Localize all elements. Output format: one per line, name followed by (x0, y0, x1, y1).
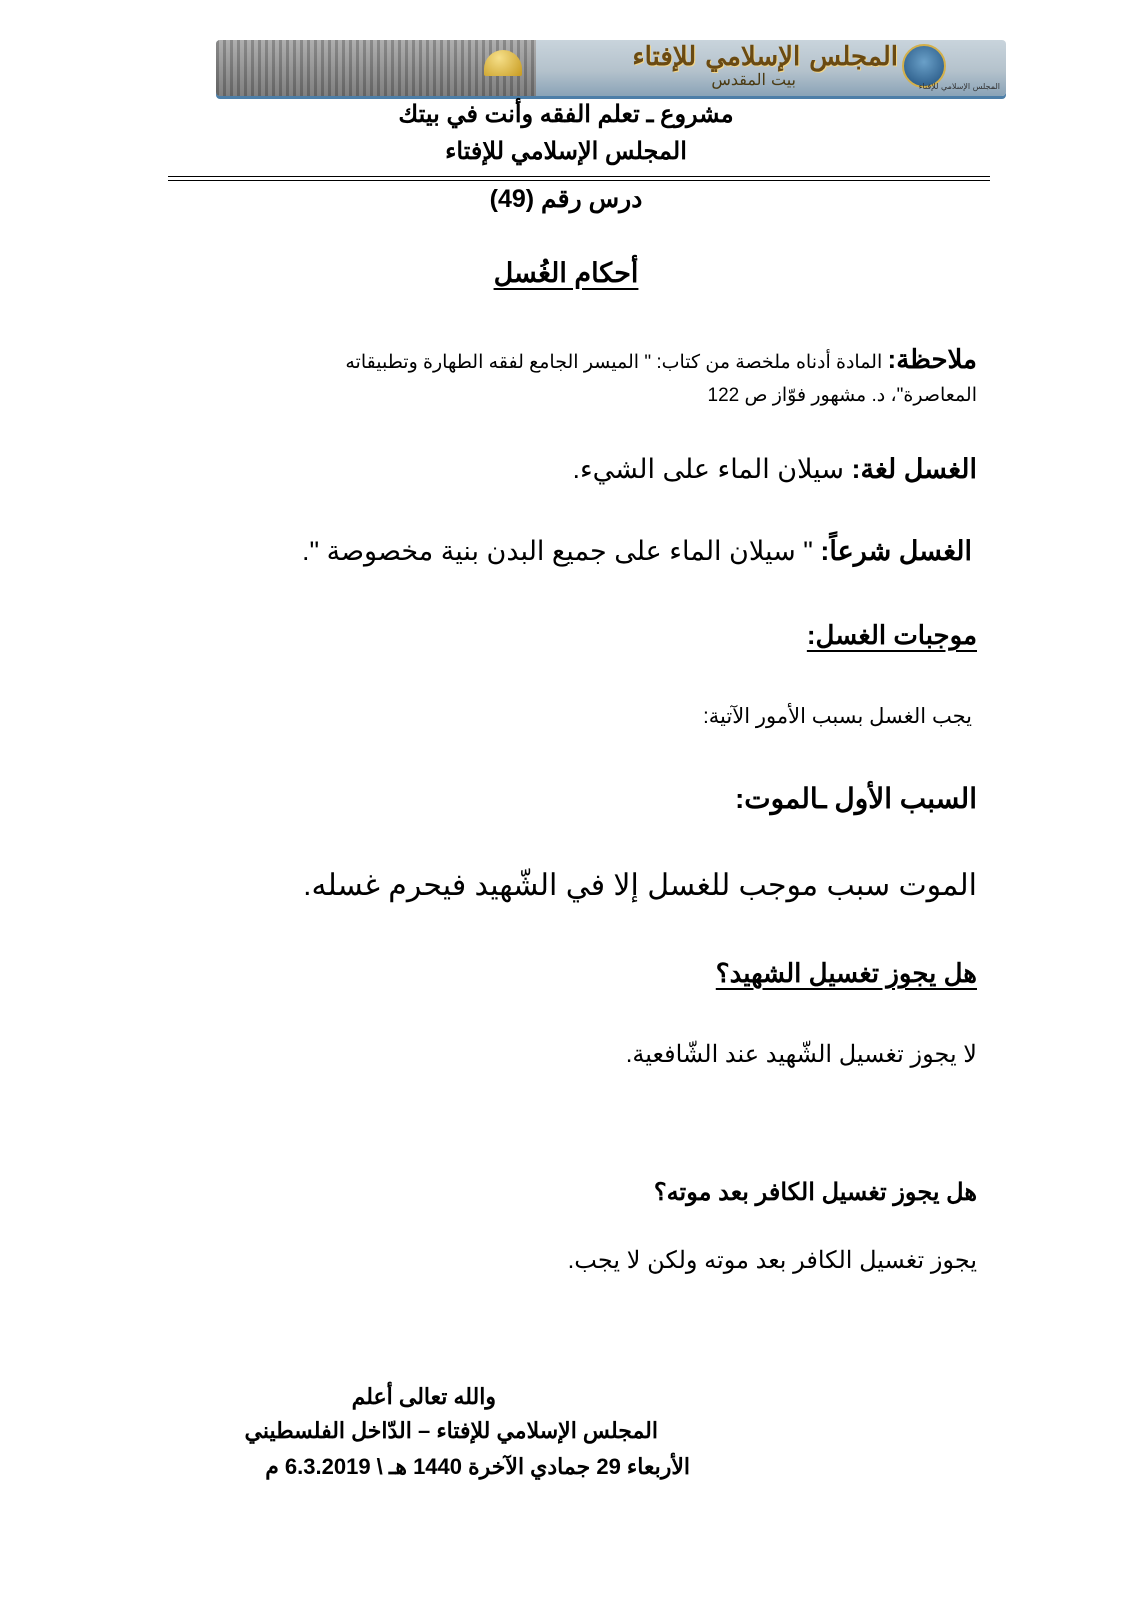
obligations-heading: موجبات الغسل: (806, 620, 977, 650)
note-line-1 (345, 344, 977, 375)
definition-language-label: الغسل لغة: (851, 454, 977, 484)
answer-shaheed: لا يجوز تغسيل الشّهيد عند الشّافعية. (625, 1041, 977, 1068)
lesson-number: درس رقم (49) (489, 185, 643, 213)
lesson-title: أحكام الغُسل (493, 258, 639, 288)
header-divider (168, 176, 990, 177)
title-wrap (0, 258, 1132, 289)
q2-wrap (654, 1178, 977, 1207)
definition-sharia-text: " سيلان الماء على جميع البدن بنية مخصوصة ". (302, 536, 821, 566)
footer-closing: والله تعالى أعلم (351, 1384, 496, 1409)
header-divider-second (168, 180, 990, 181)
banner-title: المجلس الإسلامي للإفتاء (632, 42, 898, 72)
note-text-1: المادة أدناه ملخصة من كتاب: " الميسر الجامع لفقه الطهارة وتطبيقاته (345, 352, 888, 373)
note-label: ملاحظة: (887, 344, 977, 374)
cause1-heading-wrap (735, 782, 977, 815)
footer-date: الأربعاء 29 جمادي الآخرة 1440 هـ \ 6.3.2019 م (265, 1454, 690, 1479)
project-title: مشروع ـ تعلم الفقه وأنت في بيتك (398, 101, 734, 128)
cause1-text: الموت سبب موجب للغسل إلا في الشّهيد فيحرم غسله. (303, 869, 977, 902)
note-line-2: المعاصرة"، د. مشهور فوّاز ص 122 (707, 385, 977, 406)
cause1-heading: السبب الأول ـالموت: (734, 783, 977, 814)
definition-sharia-label: الغسل شرعاً: (820, 536, 972, 566)
definition-language-text: سيلان الماء على الشيء. (572, 454, 852, 484)
definition-language (572, 454, 977, 485)
header-banner (216, 40, 1006, 96)
answer-kafir: يجوز تغسيل الكافر بعد موته ولكن لا يجب. (567, 1247, 977, 1274)
definition-sharia (302, 536, 972, 567)
footer-council: المجلس الإسلامي للإفتاء – الدّاخل الفلسطيني (244, 1418, 658, 1443)
obligations-intro: يجب الغسل بسبب الأمور الآتية: (702, 705, 972, 728)
banner-small-text: المجلس الإسلامي للإفتاء (918, 82, 1000, 91)
q1-wrap (716, 958, 977, 989)
council-name: المجلس الإسلامي للإفتاء (445, 138, 687, 165)
obligations-heading-wrap (807, 620, 977, 651)
question-shaheed: هل يجوز تغسيل الشهيد؟ (715, 958, 977, 988)
banner-subtitle: بيت المقدس (711, 70, 796, 89)
question-kafir: هل يجوز تغسيل الكافر بعد موته؟ (653, 1179, 977, 1206)
